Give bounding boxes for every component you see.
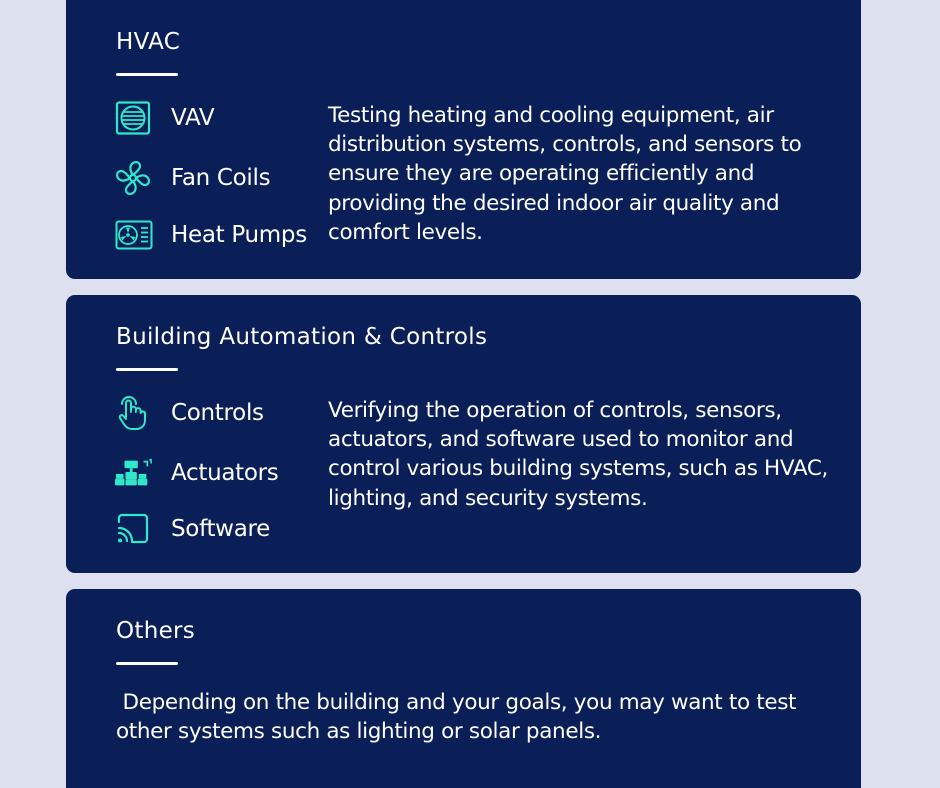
vent-grille-icon — [115, 100, 153, 136]
others-card — [66, 589, 861, 788]
section-title-hvac: HVAC — [116, 29, 181, 55]
section-title-building-automation: Building Automation & Controls — [116, 324, 488, 350]
item-label-software: Software — [171, 516, 270, 542]
cast-signal-icon — [115, 511, 153, 547]
list-item-vav — [115, 100, 214, 136]
touch-hand-icon — [115, 395, 153, 431]
title-underline — [116, 662, 178, 665]
list-item-heat-pumps — [115, 217, 307, 253]
item-label-heat-pumps: Heat Pumps — [171, 222, 307, 248]
list-item-fan-coils — [115, 160, 270, 196]
section-description-hvac: Testing heating and cooling equipment, air distribution systems, controls, and sensors to ensure they are operating efficiently and providing the desired indoor air quality and comfort levels. — [328, 103, 802, 245]
section-description-others: Depending on the building and your goals, you may want to test other systems such as lighting or solar panels. — [116, 690, 803, 745]
actuator-valve-icon — [115, 455, 153, 491]
item-label-controls: Controls — [171, 400, 264, 426]
list-item-actuators — [115, 455, 279, 491]
title-underline — [116, 368, 178, 371]
list-item-controls — [115, 395, 264, 431]
list-item-software — [115, 511, 270, 547]
section-title-others: Others — [116, 618, 196, 644]
item-label-vav: VAV — [171, 105, 215, 131]
hvac-card — [66, 0, 861, 279]
fan-icon — [115, 160, 153, 196]
item-label-fan-coils: Fan Coils — [171, 165, 271, 191]
title-underline — [116, 73, 178, 76]
heat-pump-unit-icon — [115, 217, 153, 253]
section-description-building-automation: Verifying the operation of controls, sensors, actuators, and software used to monitor and control various building systems, such as HVAC, lighting, and security systems. — [328, 398, 828, 511]
building-automation-card — [66, 295, 861, 573]
item-label-actuators: Actuators — [171, 460, 279, 486]
